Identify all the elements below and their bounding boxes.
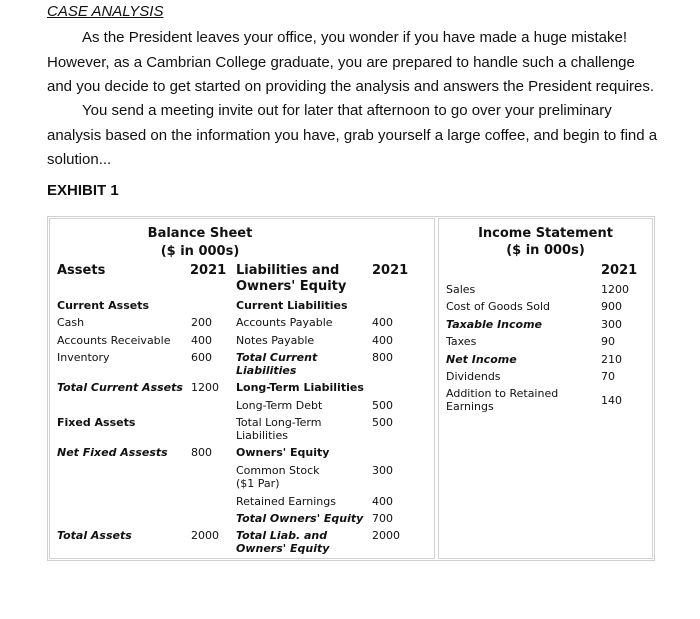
sales-value: 1200 xyxy=(601,283,629,296)
total-liab-oe-label: Total Liab. and Owners' Equity xyxy=(236,529,330,555)
dividends-value: 70 xyxy=(601,370,615,383)
net-income-label: Net Income xyxy=(446,353,517,366)
total-long-term-liabilities-label: Total Long-Term Liabilities xyxy=(236,416,322,442)
current-liabilities-header: Current Liabilities xyxy=(236,299,348,312)
balance-sheet-units: ($ in 000s) xyxy=(160,244,240,259)
long-term-liabilities-header: Long-Term Liabilities xyxy=(236,381,364,394)
balance-sheet-title: Balance Sheet xyxy=(147,226,253,241)
total-long-term-liabilities-value: 500 xyxy=(372,416,393,429)
accounts-payable-label: Accounts Payable xyxy=(236,316,333,329)
intro-paragraph: As the President leaves your office, you wonder if you have made a huge mistake! However, as a Cambrian College graduate, you are prepared to handle such a challenge and you decide to get started on providing the analysis and answers the President requires. xyxy=(47,29,655,95)
addition-retained-earnings-label: Addition to Retained Earnings xyxy=(446,387,559,413)
exhibit-table xyxy=(47,216,655,561)
income-statement-year: 2021 xyxy=(601,263,638,278)
sales-label: Sales xyxy=(446,283,476,296)
total-current-liabilities-label: Total Current Liabilities xyxy=(236,351,318,377)
total-assets-value: 2000 xyxy=(191,529,219,542)
cash-value: 200 xyxy=(191,316,212,329)
total-liab-oe-value: 2000 xyxy=(372,529,400,542)
total-owners-equity-label: Total Owners' Equity xyxy=(236,512,364,525)
cogs-label: Cost of Goods Sold xyxy=(446,300,550,313)
addition-retained-earnings-value: 140 xyxy=(601,394,622,407)
total-owners-equity-value: 700 xyxy=(372,512,393,525)
taxable-income-value: 300 xyxy=(601,318,622,331)
accounts-receivable-value: 400 xyxy=(191,334,212,347)
long-term-debt-label: Long-Term Debt xyxy=(236,399,323,412)
dividends-label: Dividends xyxy=(446,370,501,383)
long-term-debt-value: 500 xyxy=(372,399,393,412)
inventory-label: Inventory xyxy=(57,351,110,364)
notes-payable-value: 400 xyxy=(372,334,393,347)
inventory-value: 600 xyxy=(191,351,212,364)
meeting-paragraph: You send a meeting invite out for later that afternoon to go over your preliminary analysis based on the information you have, grab yourself a large coffee, and begin to find a solution... xyxy=(47,102,658,168)
taxable-income-label: Taxable Income xyxy=(446,318,542,331)
case-analysis-heading: CASE ANALYSIS xyxy=(47,3,164,20)
accounts-receivable-label: Accounts Receivable xyxy=(57,334,171,347)
income-statement xyxy=(438,218,653,559)
accounts-payable-value: 400 xyxy=(372,316,393,329)
assets-header: Assets xyxy=(57,263,106,278)
total-assets-label: Total Assets xyxy=(57,529,132,542)
cogs-value: 900 xyxy=(601,300,622,313)
taxes-value: 90 xyxy=(601,335,615,348)
liabilities-oe-header: Liabilities and Owners' Equity xyxy=(236,263,347,294)
net-fixed-assets-label: Net Fixed Assests xyxy=(57,446,168,459)
retained-earnings-label: Retained Earnings xyxy=(236,495,336,508)
total-current-assets-label: Total Current Assets xyxy=(57,381,183,394)
income-statement-title: Income Statement xyxy=(478,226,613,241)
net-fixed-assets-value: 800 xyxy=(191,446,212,459)
net-income-value: 210 xyxy=(601,353,622,366)
retained-earnings-value: 400 xyxy=(372,495,393,508)
common-stock-value: 300 xyxy=(372,464,393,477)
income-statement-units: ($ in 000s) xyxy=(506,243,585,258)
exhibit-label: EXHIBIT 1 xyxy=(47,182,119,199)
notes-payable-label: Notes Payable xyxy=(236,334,315,347)
liabilities-year: 2021 xyxy=(372,263,409,278)
balance-sheet xyxy=(49,218,435,559)
fixed-assets-label: Fixed Assets xyxy=(57,416,136,429)
total-current-liabilities-value: 800 xyxy=(372,351,393,364)
current-assets-header: Current Assets xyxy=(57,299,150,312)
common-stock-label: Common Stock ($1 Par) xyxy=(236,464,320,490)
taxes-label: Taxes xyxy=(446,335,477,348)
cash-label: Cash xyxy=(57,316,85,329)
total-current-assets-value: 1200 xyxy=(191,381,219,394)
assets-year: 2021 xyxy=(190,263,227,278)
owners-equity-header: Owners' Equity xyxy=(236,446,330,459)
